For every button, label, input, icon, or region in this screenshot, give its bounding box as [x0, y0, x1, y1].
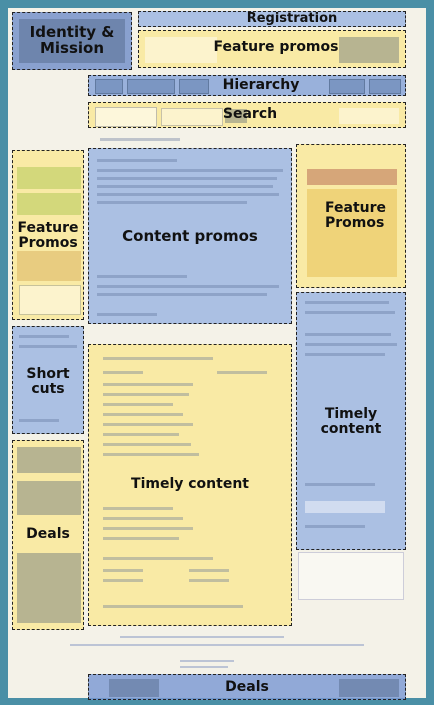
timely-center-line-20	[189, 579, 229, 582]
registration-label: Registration	[246, 11, 338, 26]
content-line-10	[97, 313, 157, 316]
deals-left-label: Deals	[26, 526, 70, 542]
search-zone[interactable]	[88, 102, 406, 128]
timely-center-line-2	[103, 371, 143, 374]
promo-card	[19, 285, 81, 315]
content-promos-label: Content promos	[122, 227, 258, 245]
timely-center-line-8	[103, 423, 193, 426]
timely-center-line-12	[103, 507, 173, 510]
content-line-9	[97, 293, 267, 296]
feature-promos-top-label: Feature promos	[213, 39, 339, 55]
deals-bottom-zone[interactable]	[88, 674, 406, 700]
content-line-5	[97, 193, 279, 196]
timely-center-line-4	[103, 383, 193, 386]
timely-content-center-label: Timely content	[131, 476, 249, 492]
promo-leaf-1	[17, 167, 81, 189]
promo-image	[17, 251, 81, 281]
timely-center-line-13	[103, 517, 183, 520]
timely-right-line-5	[305, 353, 385, 356]
content-line-1	[97, 159, 177, 162]
timely-content-right-label: Timely content	[320, 406, 382, 437]
shortcut-line-2	[19, 345, 77, 348]
content-line-8	[97, 285, 279, 288]
shortcut-line-3	[19, 419, 59, 422]
timely-center-line-1	[103, 357, 213, 360]
timely-right-line-3	[305, 333, 391, 336]
content-promos-zone[interactable]	[88, 148, 292, 324]
timely-center-line-17	[103, 569, 143, 572]
timely-right-line-1	[305, 301, 389, 304]
timely-content-right-zone[interactable]	[296, 292, 406, 550]
identity-mission-zone[interactable]	[12, 12, 132, 70]
timely-center-line-11	[103, 453, 199, 456]
footer-legal-line-2	[180, 666, 228, 668]
date-line	[100, 138, 180, 141]
content-line-4	[97, 185, 273, 188]
hierarchy-label: Hierarchy	[222, 77, 300, 93]
search-label: Search	[222, 106, 278, 122]
timely-center-line-7	[103, 413, 183, 416]
timely-center-line-5	[103, 393, 189, 396]
timely-center-line-19	[103, 579, 143, 582]
footer-links-line-2	[70, 644, 364, 646]
timely-content-center-zone[interactable]	[88, 344, 292, 626]
hierarchy-nav-zone[interactable]	[88, 75, 406, 96]
timely-center-line-9	[103, 433, 179, 436]
deals-bottom-label: Deals	[225, 679, 269, 695]
timely-center-line-14	[103, 527, 193, 530]
registration-zone[interactable]	[138, 11, 406, 27]
footer-links-line-1	[120, 636, 284, 638]
timely-right-line-6	[305, 483, 375, 486]
timely-center-line-18	[189, 569, 229, 572]
timely-center-line-16	[103, 557, 213, 560]
content-line-7	[97, 275, 187, 278]
feature-promos-right-zone[interactable]	[296, 144, 406, 288]
timely-right-line-7	[305, 525, 365, 528]
footer-legal-line-1	[180, 660, 234, 662]
promo-leaf-2	[17, 193, 81, 215]
content-line-2	[97, 169, 283, 172]
timely-center-line-3	[217, 371, 267, 374]
deal-tile-2	[17, 481, 81, 515]
feature-promos-left-label: Feature Promos	[17, 220, 79, 251]
short-cuts-label: Short cuts	[26, 366, 70, 397]
timely-right-input[interactable]	[305, 501, 385, 513]
timely-center-line-15	[103, 537, 179, 540]
promo-ad-header	[307, 169, 397, 185]
deal-tile-3	[17, 553, 81, 623]
timely-center-line-6	[103, 403, 173, 406]
feature-promos-right-label: Feature Promos	[325, 200, 386, 231]
timely-center-line-21	[103, 605, 243, 608]
short-cuts-zone[interactable]	[12, 326, 84, 434]
deal-tile-1	[17, 447, 81, 473]
small-promo-box[interactable]	[298, 552, 404, 600]
content-line-6	[97, 201, 247, 204]
timely-right-line-2	[305, 311, 395, 314]
feature-promos-left-zone[interactable]	[12, 150, 84, 320]
timely-center-line-10	[103, 443, 191, 446]
identity-mission-label: Identity & Mission	[29, 23, 115, 57]
shortcut-line-1	[19, 335, 69, 338]
deals-left-zone[interactable]	[12, 440, 84, 630]
timely-right-line-4	[305, 343, 397, 346]
feature-promos-top-zone[interactable]	[138, 30, 406, 68]
content-line-3	[97, 177, 277, 180]
